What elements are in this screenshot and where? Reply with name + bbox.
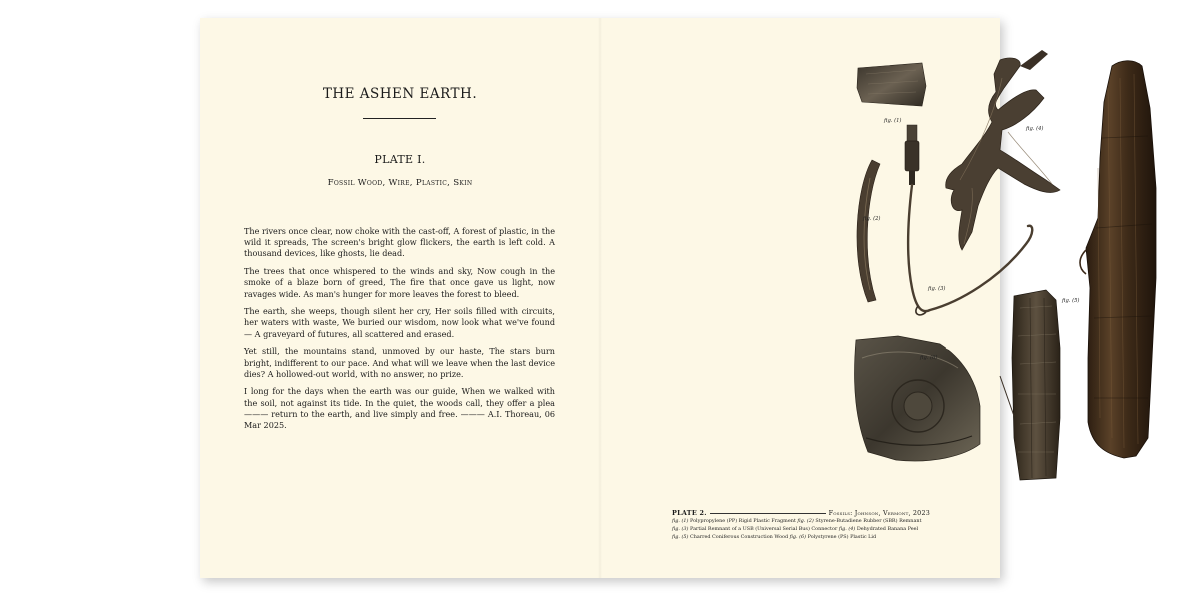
fig2-rubber-remnant: [857, 160, 880, 302]
caption-row: [672, 533, 930, 541]
caption-row: [672, 525, 930, 533]
plate-subtitle: Fossil Wood, Wire, Plastic, Skin: [327, 178, 473, 188]
fig6-label: fig. (6): [920, 355, 938, 361]
fig5-label: fig. (5): [1062, 298, 1080, 304]
caption-fig-ref: fig. (4): [838, 526, 856, 532]
caption-row: [672, 517, 930, 525]
caption-fig-ref: fig. (3): [672, 526, 689, 532]
caption-desc: Charred Coniferous Construction Wood: [688, 534, 790, 540]
fossil-wood-large: [1080, 61, 1156, 458]
fig6-plastic-lid: [855, 336, 981, 461]
stanza: I long for the days when the earth was our guide, When we walked with the soil, not against its tide. In the quiet, the woods call, they offer a plea ——— return to the earth, and live simply and free. ——— A.I. Thoreau, 06 Mar 2025.: [244, 386, 555, 431]
stanza: The trees that once whispered to the winds and sky, Now cough in the smoke of a blaze born of greed, The fire that once gave us light, now ravages wide. As man's hunger for more leaves the forest to bleed.: [244, 266, 555, 299]
fig1-plastic-fragment: [857, 63, 926, 106]
left-page: [200, 18, 600, 578]
fig5-charred-wood: [1000, 290, 1060, 480]
stanza: Yet still, the mountains stand, unmoved by our haste, The stars burn bright, indifferent to our pace. And what will we leave when the last device dies? A hollowed-out world, with no answer, no prize.: [244, 346, 555, 379]
fig4-banana-peel: [946, 50, 1060, 250]
fig2-label: fig. (2): [863, 216, 881, 222]
caption-plate: PLATE 2.: [672, 509, 707, 517]
caption-desc: Polystyrene (PS) Plastic Lid: [806, 534, 877, 540]
caption-rule: [710, 513, 826, 514]
stanza: The earth, she weeps, though silent her cry, Her soils filled with circuits, her waters with waste, We buried our wisdom, now look what we've found — A graveyard of futures, all scattered and erased.: [244, 306, 555, 339]
plate-heading: PLATE I.: [374, 153, 426, 166]
caption-fig-ref: fig. (6): [789, 534, 807, 540]
caption-source: Fossils: Johnson, Vermont, 2023: [828, 509, 930, 517]
plate-caption: [672, 509, 930, 541]
poem: [244, 226, 555, 438]
fig4-label: fig. (4): [1026, 126, 1044, 132]
caption-fig-ref: fig. (5): [672, 534, 689, 540]
caption-desc: Polypropylene (PP) Rigid Plastic Fragment: [688, 518, 798, 524]
caption-fig-ref: fig. (2): [797, 518, 814, 524]
caption-header: [672, 509, 930, 517]
caption-desc: Dehydrated Banana Peel: [855, 526, 919, 532]
caption-desc: Styrene-Butadiene Rubber (SBR) Remnant: [813, 518, 922, 524]
book-spread: [200, 18, 1080, 578]
fig1-label: fig. (1): [884, 118, 902, 124]
right-page: [600, 18, 1080, 578]
fig3-label: fig. (3): [928, 286, 946, 292]
caption-fig-ref: fig. (1): [672, 518, 689, 524]
page-title: THE ASHEN EARTH.: [322, 86, 478, 102]
title-rule: [363, 118, 436, 119]
stanza: The rivers once clear, now choke with the cast-off, A forest of plastic, in the wild it spreads, The screen's bright glow flickers, the earth is left cold. A thousand devices, like ghosts, lie dead.: [244, 226, 555, 259]
caption-desc: Partial Remnant of a USB (Universal Serial Bus) Connector: [688, 526, 839, 532]
fossil-plate: [600, 18, 1080, 498]
